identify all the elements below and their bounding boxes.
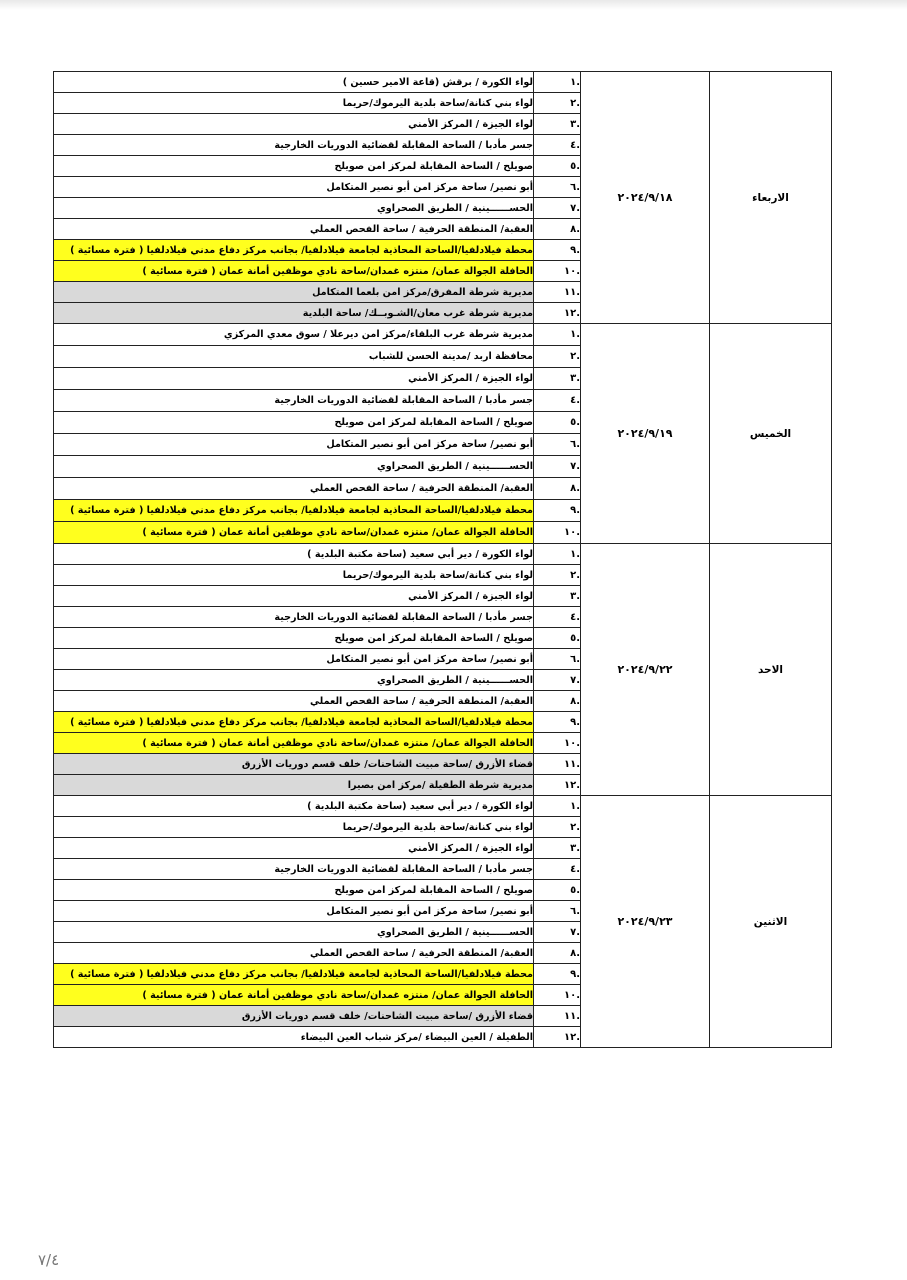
location-cell: لواء الجيزة / المركز الأمني [54,586,534,607]
row-number: .١٠ [534,985,581,1006]
row-number: .٢ [534,817,581,838]
row-number: .٦ [534,177,581,198]
row-number: .٤ [534,135,581,156]
location-cell: محطة فيلادلفيا/الساحة المحاذية لجامعة فيلادلفيا/ بجانب مركز دفاع مدني فيلادلفيا ( فترة مسائية ) [54,500,534,522]
location-cell: صويلح / الساحة المقابلة لمركز امن صويلح [54,880,534,901]
row-number: .٩ [534,240,581,261]
location-cell: صويلح / الساحة المقابلة لمركز امن صويلح [54,412,534,434]
row-number: .١٠ [534,733,581,754]
location-cell: لواء بني كنانة/ساحة بلدية اليرموك/حريما [54,817,534,838]
location-cell: الحافلة الجوالة عمان/ منتزه غمدان/ساحة نادي موظفين أمانة عمان ( فترة مسائية ) [54,261,534,282]
row-number: .٧ [534,922,581,943]
location-cell: العقبة/ المنطقة الحرفية / ساحة الفحص العملي [54,943,534,964]
location-cell: العقبة/ المنطقة الحرفية / ساحة الفحص العملي [54,219,534,240]
row-number: .٢ [534,93,581,114]
row-number: .١٠ [534,522,581,544]
location-cell: جسر مأدبا / الساحة المقابلة لقضائية الدوريات الخارجية [54,135,534,156]
location-cell: أبو نصير/ ساحة مركز امن أبو نصير المتكامل [54,177,534,198]
row-number: .١١ [534,282,581,303]
location-cell: الحســــــينية / الطريق الصحراوي [54,456,534,478]
row-number: .٨ [534,943,581,964]
location-cell: أبو نصير/ ساحة مركز امن أبو نصير المتكامل [54,434,534,456]
location-cell: جسر مأدبا / الساحة المقابلة لقضائية الدوريات الخارجية [54,859,534,880]
location-cell: لواء الكورة / دير أبي سعيد (ساحة مكتبة البلدية ) [54,796,534,817]
date-cell: ٢٠٢٤/٩/٢٢ [581,544,710,796]
location-cell: الحافلة الجوالة عمان/ منتزه غمدان/ساحة نادي موظفين أمانة عمان ( فترة مسائية ) [54,733,534,754]
row-number: .٩ [534,500,581,522]
location-cell: الحافلة الجوالة عمان/ منتزه غمدان/ساحة نادي موظفين أمانة عمان ( فترة مسائية ) [54,522,534,544]
row-number: .٣ [534,586,581,607]
date-cell: ٢٠٢٤/٩/١٨ [581,72,710,324]
row-number: .٦ [534,649,581,670]
location-cell: لواء الكورة / برقش (قاعة الامير حسين ) [54,72,534,93]
day-cell: الاحد [710,544,832,796]
location-cell: محطة فيلادلفيا/الساحة المحاذية لجامعة فيلادلفيا/ بجانب مركز دفاع مدني فيلادلفيا ( فترة مسائية ) [54,240,534,261]
location-cell: أبو نصير/ ساحة مركز امن أبو نصير المتكامل [54,649,534,670]
row-number: .٣ [534,838,581,859]
date-cell: ٢٠٢٤/٩/١٩ [581,324,710,544]
row-number: .٩ [534,964,581,985]
location-cell: الحســــــينية / الطريق الصحراوي [54,198,534,219]
location-cell: لواء بني كنانة/ساحة بلدية اليرموك/حريما [54,565,534,586]
row-number: .٨ [534,478,581,500]
row-number: .٤ [534,607,581,628]
location-cell: محطة فيلادلفيا/الساحة المحاذية لجامعة فيلادلفيا/ بجانب مركز دفاع مدني فيلادلفيا ( فترة مسائية ) [54,964,534,985]
row-number: .١٢ [534,1027,581,1048]
table-row [54,796,832,817]
day-cell: الخميس [710,324,832,544]
row-number: .٦ [534,434,581,456]
row-number: .٧ [534,456,581,478]
location-cell: صويلح / الساحة المقابلة لمركز امن صويلح [54,156,534,177]
table-row [54,544,832,565]
row-number: .١ [534,796,581,817]
location-cell: صويلح / الساحة المقابلة لمركز امن صويلح [54,628,534,649]
location-cell: الطفيلة / العين البيضاء /مركز شباب العين البيضاء [54,1027,534,1048]
row-number: .٣ [534,114,581,135]
location-cell: لواء الجيزة / المركز الأمني [54,368,534,390]
schedule-table [53,71,832,1048]
row-number: .٨ [534,691,581,712]
row-number: .١٢ [534,303,581,324]
location-cell: محطة فيلادلفيا/الساحة المحاذية لجامعة فيلادلفيا/ بجانب مركز دفاع مدني فيلادلفيا ( فترة مسائية ) [54,712,534,733]
row-number: .٩ [534,712,581,733]
page-top-edge [0,0,907,10]
row-number: .٣ [534,368,581,390]
location-cell: الحافلة الجوالة عمان/ منتزه غمدان/ساحة نادي موظفين أمانة عمان ( فترة مسائية ) [54,985,534,1006]
table-row [54,72,832,93]
location-cell: مديرية شرطة غرب البلقاء/مركز امن ديرعلا / سوق معدي المركزي [54,324,534,346]
location-cell: لواء الجيزة / المركز الأمني [54,838,534,859]
location-cell: الحســــــينية / الطريق الصحراوي [54,922,534,943]
location-cell: أبو نصير/ ساحة مركز امن أبو نصير المتكامل [54,901,534,922]
location-cell: مديرية شرطة الطفيلة /مركز امن بصيرا [54,775,534,796]
row-number: .١ [534,544,581,565]
location-cell: محافظة اربد /مدينة الحسن للشباب [54,346,534,368]
row-number: .١ [534,324,581,346]
row-number: .٥ [534,628,581,649]
row-number: .٥ [534,412,581,434]
row-number: .٧ [534,198,581,219]
row-number: .٧ [534,670,581,691]
location-cell: قضاء الأزرق /ساحة مبيت الشاحنات/ خلف قسم دوريات الأزرق [54,1006,534,1027]
date-cell: ٢٠٢٤/٩/٢٣ [581,796,710,1048]
row-number: .١١ [534,754,581,775]
row-number: .١١ [534,1006,581,1027]
location-cell: لواء الكورة / دير أبي سعيد (ساحة مكتبة البلدية ) [54,544,534,565]
row-number: .٨ [534,219,581,240]
row-number: .٤ [534,859,581,880]
day-cell: الاثنين [710,796,832,1048]
location-cell: لواء الجيزة / المركز الأمني [54,114,534,135]
page-number: ٧/٤ [38,1251,60,1269]
table-row [54,324,832,346]
day-cell: الاربعاء [710,72,832,324]
row-number: .٥ [534,880,581,901]
row-number: .٦ [534,901,581,922]
location-cell: مديرية شرطة المفرق/مركز امن بلعما المتكامل [54,282,534,303]
location-cell: قضاء الأزرق /ساحة مبيت الشاحنات/ خلف قسم دوريات الأزرق [54,754,534,775]
location-cell: مديرية شرطة غرب معان/الشـوبــك/ ساحة البلدية [54,303,534,324]
schedule-body [54,72,832,1048]
row-number: .٤ [534,390,581,412]
row-number: .٢ [534,346,581,368]
location-cell: العقبة/ المنطقة الحرفية / ساحة الفحص العملي [54,691,534,712]
row-number: .١٠ [534,261,581,282]
location-cell: جسر مأدبا / الساحة المقابلة لقضائية الدوريات الخارجية [54,607,534,628]
location-cell: العقبة/ المنطقة الحرفية / ساحة الفحص العملي [54,478,534,500]
row-number: .١ [534,72,581,93]
location-cell: جسر مأدبا / الساحة المقابلة لقضائية الدوريات الخارجية [54,390,534,412]
location-cell: لواء بني كنانة/ساحة بلدية اليرموك/حريما [54,93,534,114]
row-number: .٥ [534,156,581,177]
location-cell: الحســــــينية / الطريق الصحراوي [54,670,534,691]
row-number: .١٢ [534,775,581,796]
row-number: .٢ [534,565,581,586]
